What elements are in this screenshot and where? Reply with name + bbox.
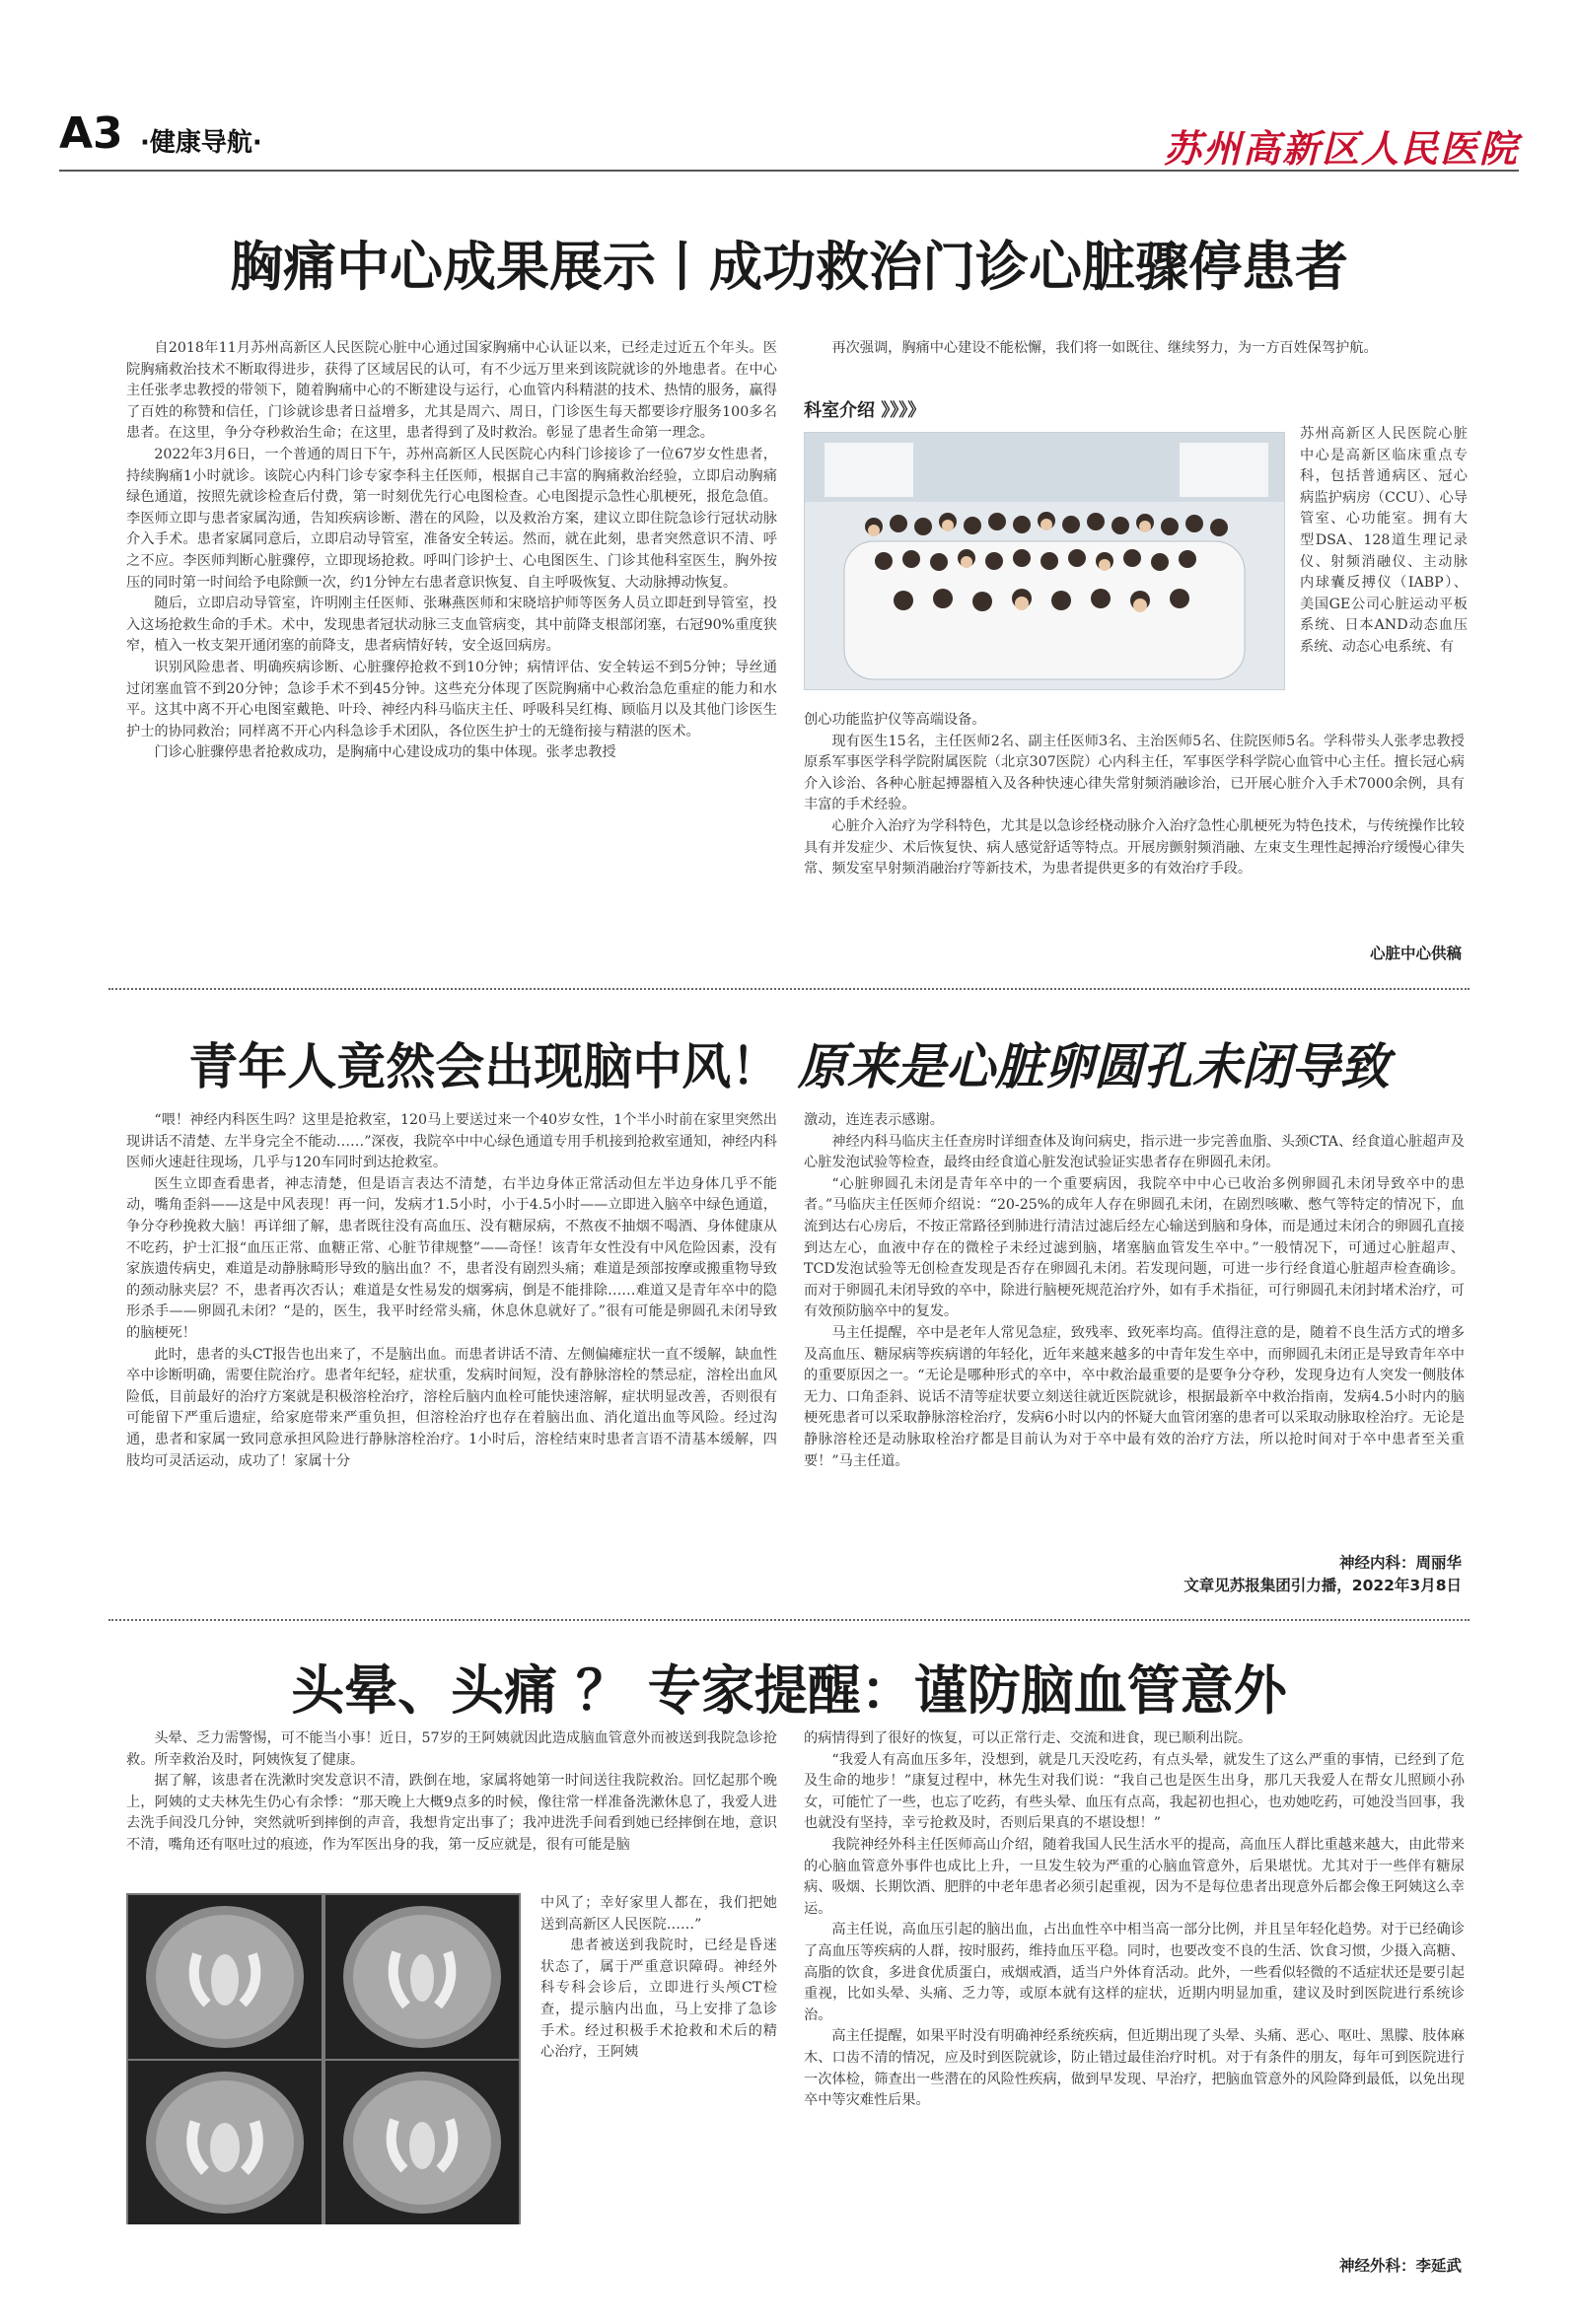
paragraph: “心脏卵圆孔未闭是青年卒中的一个重要病因，我院卒中中心已收治多例卵圆孔未闭导致卒中的患者。”马临庆主任医师介绍说：“20-25%的成年人存在卵圆孔未闭，在剧烈咳嗽、憋气等特定的情况下，血流到达右心房后，不按正常路径到肺进行清洁过滤后经左心输送到脑和身体，而是通过未闭合的卵圆孔直接到达左心，血液中存在的微栓子未经过滤到脑，堵塞脑血管发生卒中。”一般情况下，可通过心脏超声、TCD发泡试验等无创检查发现是否存在卵圆孔未闭。若发现问题，可进一步行经食道心脏超声检查确诊。而对于卵圆孔未闭导致的卒中，除进行脑梗死规范治疗外，如有手术指征，可行卵圆孔未闭封堵术治疗，可有效预防脑卒中的复发。 <box>804 1175 1465 1320</box>
article2-column-right <box>804 1110 1465 1472</box>
team-photo-illustration <box>805 433 1284 689</box>
paragraph: 高主任提醒，如果平时没有明确神经系统疾病，但近期出现了头晕、头痛、恶心、呕吐、黑朦、肢体麻木、口齿不清的情况，应及时到医院就诊，防止错过最佳治疗时机。对于有条件的朋友，每年可到医院进行一次体检，筛查出一些潜在的风险性疾病，做到早发现、早治疗，把脑血管意外的风险降到最低，以免出现卒中等灾难性后果。 <box>804 2028 1465 2109</box>
paragraph: “我爱人有高血压多年，没想到，就是几天没吃药，有点头晕，就发生了这么严重的事情，已经到了危及生命的地步！”康复过程中，林先生对我们说：“我自己也是医生出身，那几天我爱人在帮女儿照顾小孙女，可能忙了一些，也忘了吃药，有些头晕、血压有点高，我起初也担心，也劝她吃药，可她没当回事，我也就没有坚持，幸亏抢救及时，否则后果真的不堪设想！” <box>804 1751 1465 1832</box>
article1-column-right-top <box>804 338 1455 360</box>
paragraph: 自2018年11月苏州高新区人民医院心脏中心通过国家胸痛中心认证以来，已经走过近五个年头。医院胸痛救治技术不断取得进步，获得了区域居民的认可，有不少远万里来到该院就诊的外地患者。在中心主任张孝忠教授的带领下，随着胸痛中心的不断建设与运行，心血管内科精湛的技术、热情的服务，赢得了百姓的称赞和信任，门诊就诊患者日益增多，尤其是周六、周日，门诊医生每天都要诊疗服务100多名患者。在这里，争分夺秒救治生命；在这里，患者得到了及时救治。彰显了患者生命第一理念。 <box>126 340 777 442</box>
paragraph: 门诊心脏骤停患者抢救成功，是胸痛中心建设成功的集中体现。张孝忠教授 <box>154 744 616 761</box>
article2-title-main: 青年人竟然会出现脑中风！ <box>188 1038 781 1095</box>
article1-column-right-bottom <box>804 710 1465 880</box>
paragraph: 医生立即查看患者，神志清楚，但是语言表达不清楚，右半边身体正常活动但左半边身体几乎不能动，嘴角歪斜——这是中风表现！再一问，发病才1.5小时，小于4.5小时——立即进入脑卒中绿色通道，争分夺秒挽救大脑！再详细了解，患者既往没有高血压、没有糖尿病，不熬夜不抽烟不喝酒、身体健康从不吃药，护士汇报“血压正常、血糖正常、心脏节律规整”——奇怪！该青年女性没有中风危险因素，没有家族遗传病史，难道是动静脉畸形导致的脑出血？不，患者没有剧烈头痛；难道是颈部按摩或搬重物导致的颈动脉夹层？不，患者再次否认；难道是女性易发的烟雾病，倒是不能排除……难道又是青年卒中的隐形杀手——卵圆孔未闭？“是的，医生，我平时经常头痛，休息休息就好了。”很有可能是卵圆孔未闭导致的脑梗死！ <box>126 1175 777 1341</box>
article1-source: 心脏中心供稿 <box>1369 945 1462 962</box>
paragraph: 现有医生15名，主任医师2名、副主任医师3名、主治医师5名、住院医师5名。学科带头人张孝忠教授原系军事医学科学院附属医院（北京307医院）心内科主任，军事医学科学院心血管中心主任。擅长冠心病介入诊治、各种心脏起搏器植入及各种快速心律失常射频消融诊治，已开展心脏介入手术7000余例，具有丰富的手术经验。 <box>804 733 1465 813</box>
paragraph: 据了解，该患者在洗漱时突发意识不清，跌倒在地，家属将她第一时间送往我院救治。回忆起那个晚上，阿姨的丈夫林先生仍心有余悸：“那天晚上大概9点多的时候，像往常一样准备洗漱休息了，我爱人进去洗手间没几分钟，突然就听到摔倒的声音，我想肯定出事了；我冲进洗手间看到她已经摔倒在地，意识不清，嘴角还有呕吐过的痕迹，作为军医出身的我，第一反应就是，很有可能是脑 <box>126 1773 777 1853</box>
hospital-logo-text: 苏州高新区人民医院 <box>1163 126 1519 171</box>
article2-title-sub: 原来是心脏卵圆孔未闭导致 <box>797 1037 1390 1095</box>
ct-scan-image <box>128 2061 322 2224</box>
paragraph: 高主任说，高血压引起的脑出血，占出血性卒中相当高一部分比例，并且呈年轻化趋势。对于已经确诊了高血压等疾病的人群，按时服药，维持血压平稳。同时，也要改变不良的生活、饮食习惯，少摄入高糖、高脂的饮食，多进食优质蛋白，戒烟戒酒，适当户外体育活动。此外，一些看似轻微的不适症状还是要引起重视，比如头晕、头痛、乏力等，或原本就有这样的症状，近期内明显加重，建议及时到医院进行系统诊治。 <box>804 1922 1465 2023</box>
page-number: A3 <box>59 108 123 159</box>
ct-scan-image <box>325 2061 519 2224</box>
paragraph: 创心功能监护仪等高端设备。 <box>804 712 986 728</box>
ct-scan-image <box>325 1895 519 2059</box>
team-photo <box>804 432 1285 690</box>
paragraph: 神经内科马临庆主任查房时详细查体及询问病史，指示进一步完善血脂、头颈CTA、经食道心脏超声及心脏发泡试验等检查，最终由经食道心脏发泡试验证实患者存在卵圆孔未闭。 <box>804 1133 1465 1171</box>
paragraph: 识别风险患者、明确疾病诊断、心脏骤停抢救不到10分钟；病情评估、安全转运不到5分钟；导丝通过闭塞血管不到20分钟；急诊手术不到45分钟。这些充分体现了医院胸痛中心救治急危重症的能力和水平。这其中离不开心电图室戴艳、叶玲、神经内科马临庆主任、呼吸科吴红梅、顾临月以及其他门诊医生护士的协同救治；同样离不开心内科急诊手术团队，各位医生护士的无缝衔接与精湛的医术。 <box>126 659 777 739</box>
section-label: ·健康导航· <box>140 128 262 158</box>
article2-reprint-note: 文章见苏报集团引力播，2022年3月8日 <box>1184 1577 1462 1594</box>
section-divider <box>108 988 1470 990</box>
paragraph: 的病情得到了很好的恢复，可以正常行走、交流和进食，现已顺利出院。 <box>804 1730 1253 1746</box>
paragraph: 头晕、乏力需警惕，可不能当小事！近日，57岁的王阿姨就因此造成脑血管意外而被送到我院急诊抢救。所幸救治及时，阿姨恢复了健康。 <box>126 1730 777 1768</box>
article3-author: 神经外科：李延武 <box>1338 2257 1462 2275</box>
article3-column-left <box>126 1728 777 1857</box>
article3-title: 头晕、头痛 ？ 专家提醒：谨防脑血管意外 <box>291 1659 1287 1722</box>
paragraph: 再次强调，胸痛中心建设不能松懈，我们将一如既往、继续努力，为一方百姓保驾护航。 <box>831 340 1378 356</box>
article3-side-text: 中风了；幸好家里人都在，我们把她送到高新区人民医院……” 患者被送到我院时，已经是昏迷状态了，属于严重意识障碍。神经外科专科会诊后，立即进行头颅CT检查，提示脑内出血，马上安排了急诊手术。经过积极手术抢救和术后的精心治疗，王阿姨 <box>540 1895 777 2061</box>
paragraph: 2022年3月6日，一个普通的周日下午，苏州高新区人民医院心内科门诊接诊了一位67岁女性患者，持续胸痛1小时就诊。该院心内科门诊专家李科主任医师，根据自己丰富的胸痛救治经验，立即启动胸痛绿色通道，按照先就诊检查后付费，第一时刻优先行心电图检查。心电图提示急性心肌梗死，报危急值。李医师立即与患者家属沟通，告知疾病诊断、潜在的风险，以及救治方案，建议立即住院急诊行冠状动脉介入手术。患者家属同意后，立即启动导管室，准备安全转运。然而，就在此刻，患者突然意识不清、呼之不应。李医师判断心脏骤停，立即现场抢救。呼叫门诊护士、心电图医生、门诊其他科室医生，胸外按压的同时第一时间给予电除颤一次，约1分钟左右患者意识恢复、自主呼吸恢复、大动脉搏动恢复。 <box>126 446 777 591</box>
paragraph: 我院神经外科主任医师高山介绍，随着我国人民生活水平的提高，高血压人群比重越来越大，由此带来的心脑血管意外事件也成比上升，一旦发生较为严重的心脑血管意外，后果堪忧。尤其对于一些伴有糖尿病、吸烟、长期饮酒、肥胖的中老年患者必须引起重视，因为不是每位患者出现意外后都会像王阿姨这么幸运。 <box>804 1836 1465 1917</box>
article2-title <box>0 1027 1578 1098</box>
article2-author: 神经内科：周丽华 <box>1338 1554 1462 1572</box>
paragraph: 随后，立即启动导管室，许明刚主任医师、张琳燕医师和宋晓培护师等医务人员立即赶到导管室，投入这场抢救生命的手术。术中，发现患者冠状动脉三支血管病变，其中前降支根部闭塞，右冠90%重度狭窄，植入一枚支架开通闭塞的前降支，患者病情好转，安全返回病房。 <box>126 596 777 655</box>
paragraph: 此时，患者的头CT报告也出来了，不是脑出血。而患者讲话不清、左侧偏瘫症状一直不缓解，缺血性卒中诊断明确，需要住院治疗。患者年纪轻，症状重，发病时间短，没有静脉溶栓的禁忌症，溶栓出血风险低，目前最好的治疗方案就是积极溶栓治疗，溶栓后脑内血栓可能快速溶解，症状明显改善，否则很有可能留下严重后遗症，给家庭带来严重负担，但溶栓治疗也存在着脑出血、消化道出血等风险。经过沟通，患者和家属一致同意承担风险进行静脉溶栓治疗。1小时后，溶栓结束时患者言语不清基本缓解，四肢均可灵活运动，成功了！家属十分 <box>126 1346 777 1469</box>
department-intro-side-text: 苏州高新区人民医院心脏中心是高新区临床重点专科，包括普通病区、冠心病监护病房（CCU）、心导管室、心功能室。拥有大型DSA、128道生理记录仪、射频消融仪、主动脉内球囊反搏仪（IABP）、美国GE公司心脏运动平板系统、日本AND动态血压系统、动态心电系统、有 <box>1300 426 1468 655</box>
header-rule <box>59 170 1519 172</box>
paragraph: 马主任提醒，卒中是老年人常见急症，致残率、致死率均高。值得注意的是，随着不良生活方式的增多及高血压、糖尿病等疾病谱的年轻化，近年来越来越多的中青年发生卒中，而卵圆孔未闭正是导致青年卒中的重要原因之一。“无论是哪种形式的卒中，卒中救治最重要的是要争分夺秒，发现身边有人突发一侧肢体无力、口角歪斜、说话不清等症状要立刻送往就近医院就诊，根据最新卒中救治指南，发病4.5小时内的脑梗死患者可以采取静脉溶栓治疗，发病6小时以内的怀疑大血管闭塞的患者可以采取动脉取栓治疗。无论是静脉溶栓还是动脉取栓治疗都是目前认为对于卒中最有效的治疗方法，所以抢时间对于卒中患者至关重要！”马主任道。 <box>804 1324 1465 1469</box>
paragraph: “喂！神经内科医生吗？这里是抢救室，120马上要送过来一个40岁女性，1个半小时前在家里突然出现讲话不清楚、左半身完全不能动……”深夜，我院卒中中心绿色通道专用手机接到抢救室通知，神经内科医师火速赶往现场，几乎与120车同时到达抢救室。 <box>126 1112 777 1171</box>
department-intro-label: 科室介绍 》》》》 <box>804 400 926 421</box>
ct-scan-image <box>128 1895 322 2059</box>
paragraph: 心脏介入治疗为学科特色，尤其是以急诊经桡动脉介入治疗急性心肌梗死为特色技术，与传统操作比较具有并发症少、术后恢复快、病人感觉舒适等特点。开展房颤射频消融、左束支生理性起搏治疗缓慢心律失常、频发室早射频消融治疗等新技术，为患者提供更多的有效治疗手段。 <box>804 817 1465 878</box>
article3-column-right <box>804 1728 1465 2112</box>
article1-title: 胸痛中心成果展示丨成功救治门诊心脏骤停患者 <box>230 236 1348 298</box>
paragraph: 激动，连连表示感谢。 <box>804 1112 944 1128</box>
article1-column-left <box>126 338 777 764</box>
ct-scan-images <box>126 1893 521 2224</box>
section-divider <box>108 1619 1470 1621</box>
article2-column-left <box>126 1110 777 1472</box>
